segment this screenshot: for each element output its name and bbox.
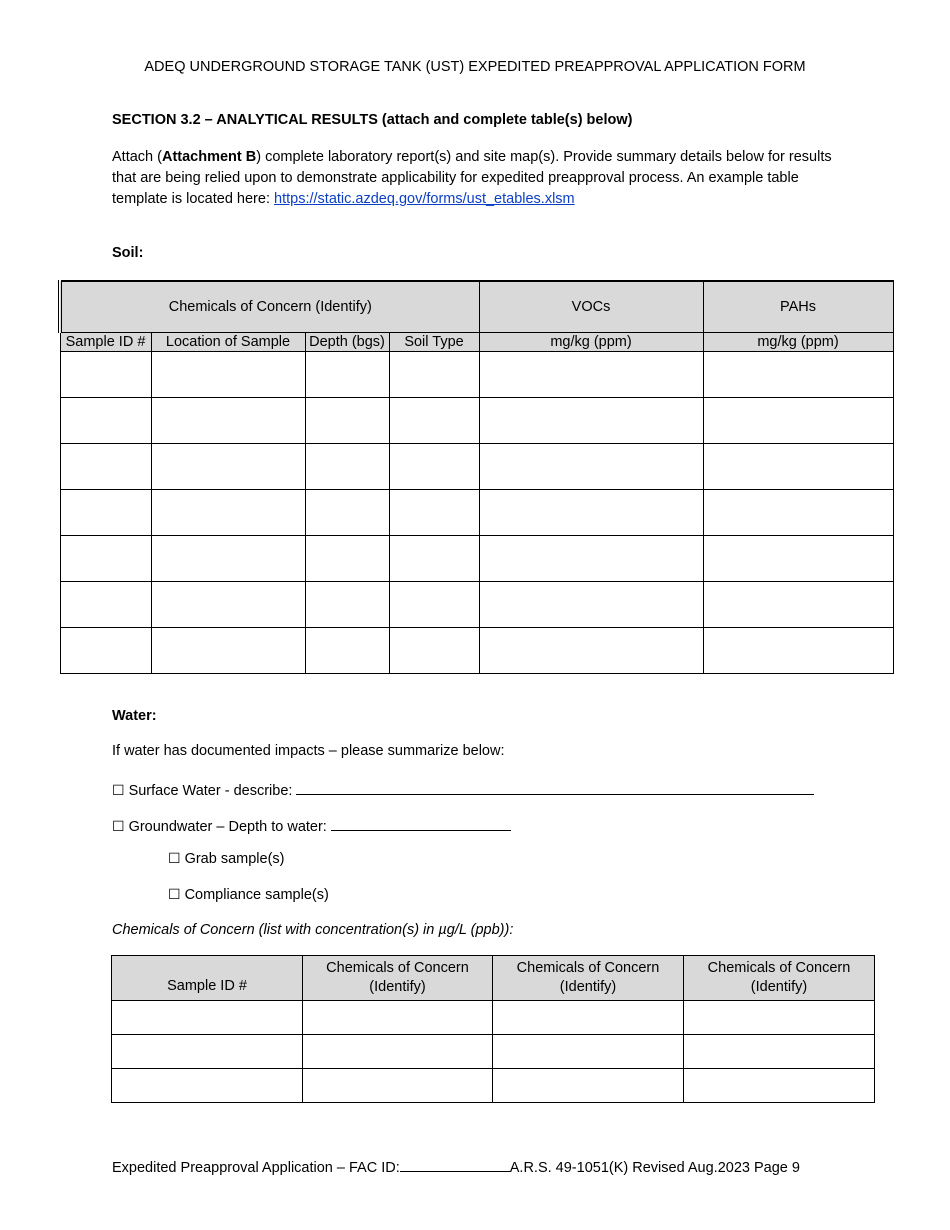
soil-table-cell[interactable] [305,628,389,674]
water-table-row [112,1001,875,1035]
water-col-chem-2: Chemicals of Concern (Identify) [493,956,684,1001]
soil-col-pahs-unit: mg/kg (ppm) [703,333,893,352]
water-table-cell[interactable] [493,1035,684,1069]
soil-header-row-1 [60,281,893,333]
water-table-body [112,1001,875,1103]
soil-col-vocs-unit: mg/kg (ppm) [479,333,703,352]
soil-col-soil-type: Soil Type [389,333,479,352]
grab-sample-checkbox[interactable]: ☐ [168,851,181,867]
groundwater-row [112,815,511,835]
soil-table-cell[interactable] [389,628,479,674]
footer-left: Expedited Preapproval Application – FAC ID: [112,1160,400,1176]
soil-label: Soil: [112,245,144,261]
compliance-sample-label: Compliance sample(s) [184,887,329,903]
chemicals-note: Chemicals of Concern (list with concentration(s) in µg/L (ppb)): [112,922,514,938]
soil-table-row [60,582,893,628]
water-table-cell[interactable] [493,1001,684,1035]
soil-table-cell[interactable] [703,352,893,398]
template-link[interactable]: https://static.azdeq.gov/forms/ust_etables.xlsm [274,191,575,207]
footer-right: A.R.S. 49-1051(K) Revised Aug.2023 Page 9 [509,1160,800,1176]
soil-table [58,280,894,674]
soil-table-cell[interactable] [703,398,893,444]
soil-header-pahs: PAHs [703,281,893,333]
section-title: SECTION 3.2 – ANALYTICAL RESULTS (attach and complete table(s) below) [112,112,633,128]
intro-prefix: Attach ( [112,149,162,165]
soil-table-row [60,444,893,490]
soil-table-cell[interactable] [60,582,151,628]
soil-table-cell[interactable] [305,582,389,628]
soil-header-vocs: VOCs [479,281,703,333]
water-table-cell[interactable] [303,1035,493,1069]
soil-table-row [60,398,893,444]
soil-table-row [60,628,893,674]
water-header-row [112,956,875,1001]
water-table-cell[interactable] [112,1069,303,1103]
soil-table-cell[interactable] [389,490,479,536]
water-note: If water has documented impacts – please summarize below: [112,743,505,759]
page-footer [112,1156,800,1176]
section-intro [112,147,842,210]
surface-water-row [112,779,814,799]
water-table-cell[interactable] [684,1069,875,1103]
water-table-cell[interactable] [684,1001,875,1035]
soil-table-cell[interactable] [305,444,389,490]
soil-table-cell[interactable] [151,398,305,444]
soil-table-cell[interactable] [479,352,703,398]
soil-table-body [60,352,893,674]
soil-table-row [60,352,893,398]
depth-to-water-field[interactable] [331,815,511,831]
soil-table-cell[interactable] [151,444,305,490]
soil-table-cell[interactable] [305,490,389,536]
groundwater-label: Groundwater – Depth to water: [128,819,327,835]
fac-id-field[interactable] [400,1156,510,1172]
soil-table-cell[interactable] [479,490,703,536]
water-col-sample-id: Sample ID # [112,956,303,1001]
soil-table-cell[interactable] [151,536,305,582]
water-table-cell[interactable] [303,1069,493,1103]
soil-table-cell[interactable] [703,628,893,674]
soil-header-chemicals: Chemicals of Concern (Identify) [60,281,479,333]
soil-table-cell[interactable] [60,444,151,490]
soil-table-cell[interactable] [389,582,479,628]
soil-table-cell[interactable] [60,398,151,444]
groundwater-checkbox[interactable]: ☐ [112,819,125,835]
soil-table-cell[interactable] [479,582,703,628]
water-table-cell[interactable] [112,1035,303,1069]
soil-table-cell[interactable] [151,490,305,536]
soil-table-cell[interactable] [703,490,893,536]
soil-col-sample-id: Sample ID # [60,333,151,352]
grab-sample-row [168,851,284,867]
soil-table-row [60,490,893,536]
soil-table-cell[interactable] [389,352,479,398]
soil-table-cell[interactable] [60,352,151,398]
water-label: Water: [112,708,157,724]
soil-table-cell[interactable] [60,536,151,582]
compliance-sample-checkbox[interactable]: ☐ [168,887,181,903]
grab-sample-label: Grab sample(s) [184,851,285,867]
soil-table-cell[interactable] [389,536,479,582]
compliance-sample-row [168,887,329,903]
soil-table-cell[interactable] [479,628,703,674]
soil-table-cell[interactable] [703,444,893,490]
soil-table-cell[interactable] [305,398,389,444]
soil-table-cell[interactable] [60,490,151,536]
water-table-row [112,1035,875,1069]
water-table-cell[interactable] [493,1069,684,1103]
water-col-chem-1: Chemicals of Concern (Identify) [303,956,493,1001]
soil-col-depth: Depth (bgs) [305,333,389,352]
surface-water-description-field[interactable] [296,779,814,795]
soil-table-cell[interactable] [389,398,479,444]
intro-suffix: ) complete laboratory report(s) and site map(s). Provide summary details below for results that are being relied upon to demonstrate applicability for expedited preapproval process. An example table template is located here: [112,149,832,207]
water-table-cell[interactable] [112,1001,303,1035]
soil-table-cell[interactable] [60,628,151,674]
soil-table-cell[interactable] [151,582,305,628]
soil-table-cell[interactable] [305,536,389,582]
page-header: ADEQ UNDERGROUND STORAGE TANK (UST) EXPEDITED PREAPPROVAL APPLICATION FORM [144,59,806,75]
soil-table-cell[interactable] [389,444,479,490]
soil-table-cell[interactable] [479,444,703,490]
intro-attachment: Attachment B [161,149,257,165]
water-col-chem-3: Chemicals of Concern (Identify) [684,956,875,1001]
soil-table-cell[interactable] [479,398,703,444]
water-table-cell[interactable] [684,1035,875,1069]
soil-table-cell[interactable] [151,628,305,674]
soil-col-location: Location of Sample [151,333,305,352]
soil-table-cell[interactable] [703,582,893,628]
soil-table-cell[interactable] [151,352,305,398]
water-table [111,955,875,1103]
soil-table-cell[interactable] [479,536,703,582]
soil-table-cell[interactable] [305,352,389,398]
soil-header-row-2 [60,333,893,352]
soil-table-cell[interactable] [703,536,893,582]
water-table-cell[interactable] [303,1001,493,1035]
surface-water-checkbox[interactable]: ☐ [112,783,125,799]
soil-table-row [60,536,893,582]
water-table-row [112,1069,875,1103]
surface-water-label: Surface Water - describe: [128,783,293,799]
